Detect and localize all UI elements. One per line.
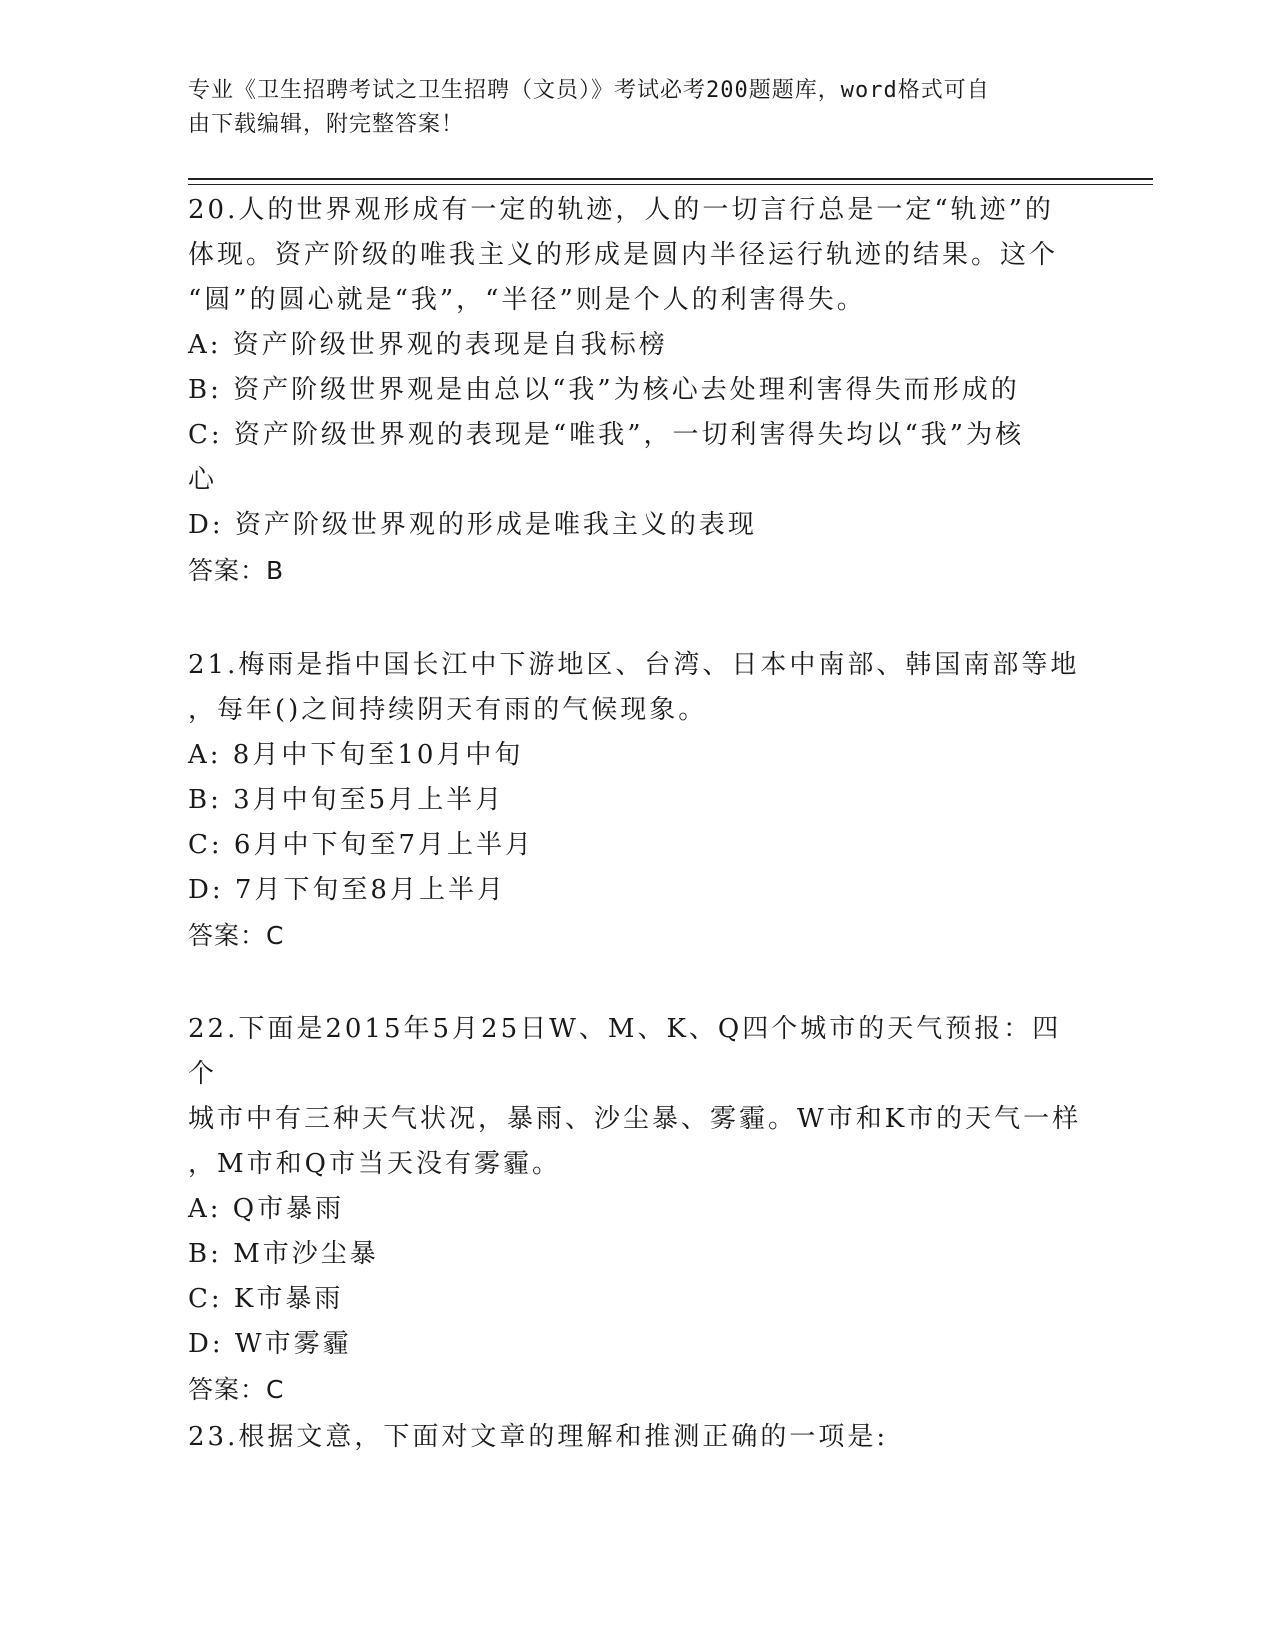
question-stem-line: 23.根据文意，下面对文章的理解和推测正确的一项是: bbox=[188, 1422, 889, 1452]
question-21 bbox=[188, 643, 1088, 958]
answer-line: 答案：C bbox=[188, 921, 285, 950]
header-divider-thin bbox=[188, 184, 1153, 185]
option-b: B: M市沙尘暴 bbox=[188, 1239, 379, 1269]
question-stem-line: 体现。资产阶级的唯我主义的形成是圆内半径运行轨迹的结果。这个 bbox=[188, 240, 1059, 270]
question-22 bbox=[188, 1007, 1088, 1412]
question-20 bbox=[188, 188, 1088, 593]
option-d: D: 7月下旬至8月上半月 bbox=[188, 875, 506, 905]
question-stem-line: ，M市和Q市当天没有雾霾。 bbox=[188, 1149, 561, 1179]
header-line-2: 由下载编辑，附完整答案！ bbox=[188, 112, 465, 137]
question-stem-line: 21.梅雨是指中国长江中下游地区、台湾、日本中南部、韩国南部等地 bbox=[188, 650, 1080, 680]
question-stem-line: 20.人的世界观形成有一定的轨迹，人的一切言行总是一定“轨迹”的 bbox=[188, 195, 1054, 225]
option-a: A: 8月中下旬至10月中旬 bbox=[188, 740, 524, 770]
question-stem-line: ，每年()之间持续阴天有雨的气候现象。 bbox=[188, 695, 708, 725]
document-header bbox=[188, 74, 1068, 142]
option-c-continued: 心 bbox=[188, 465, 218, 495]
option-c: C: 资产阶级世界观的表现是“唯我”，一切利害得失均以“我”为核 bbox=[188, 420, 1025, 450]
option-d: D: W市雾霾 bbox=[188, 1329, 352, 1359]
header-divider-thick bbox=[188, 178, 1153, 180]
header-line-1: 专业《卫生招聘考试之卫生招聘（文员）》考试必考200题题库，word格式可自 bbox=[188, 78, 990, 103]
option-b: B: 3月中旬至5月上半月 bbox=[188, 785, 505, 815]
option-b: B: 资产阶级世界观是由总以“我”为核心去处理利害得失而形成的 bbox=[188, 375, 1020, 405]
question-stem-line: 22.下面是2015年5月25日W、M、K、Q四个城市的天气预报：四个 bbox=[188, 1014, 1062, 1089]
question-23 bbox=[188, 1415, 1088, 1460]
option-c: C: K市暴雨 bbox=[188, 1284, 344, 1314]
question-stem-line: “圆”的圆心就是“我”，“半径”则是个人的利害得失。 bbox=[188, 285, 866, 315]
option-c: C: 6月中下旬至7月上半月 bbox=[188, 830, 535, 860]
option-d: D: 资产阶级世界观的形成是唯我主义的表现 bbox=[188, 510, 757, 540]
answer-line: 答案：B bbox=[188, 556, 285, 585]
option-a: A: Q市暴雨 bbox=[188, 1194, 345, 1224]
answer-line: 答案：C bbox=[188, 1375, 285, 1404]
option-a: A: 资产阶级世界观的表现是自我标榜 bbox=[188, 330, 668, 360]
question-stem-line: 城市中有三种天气状况，暴雨、沙尘暴、雾霾。W市和K市的天气一样 bbox=[188, 1104, 1082, 1134]
